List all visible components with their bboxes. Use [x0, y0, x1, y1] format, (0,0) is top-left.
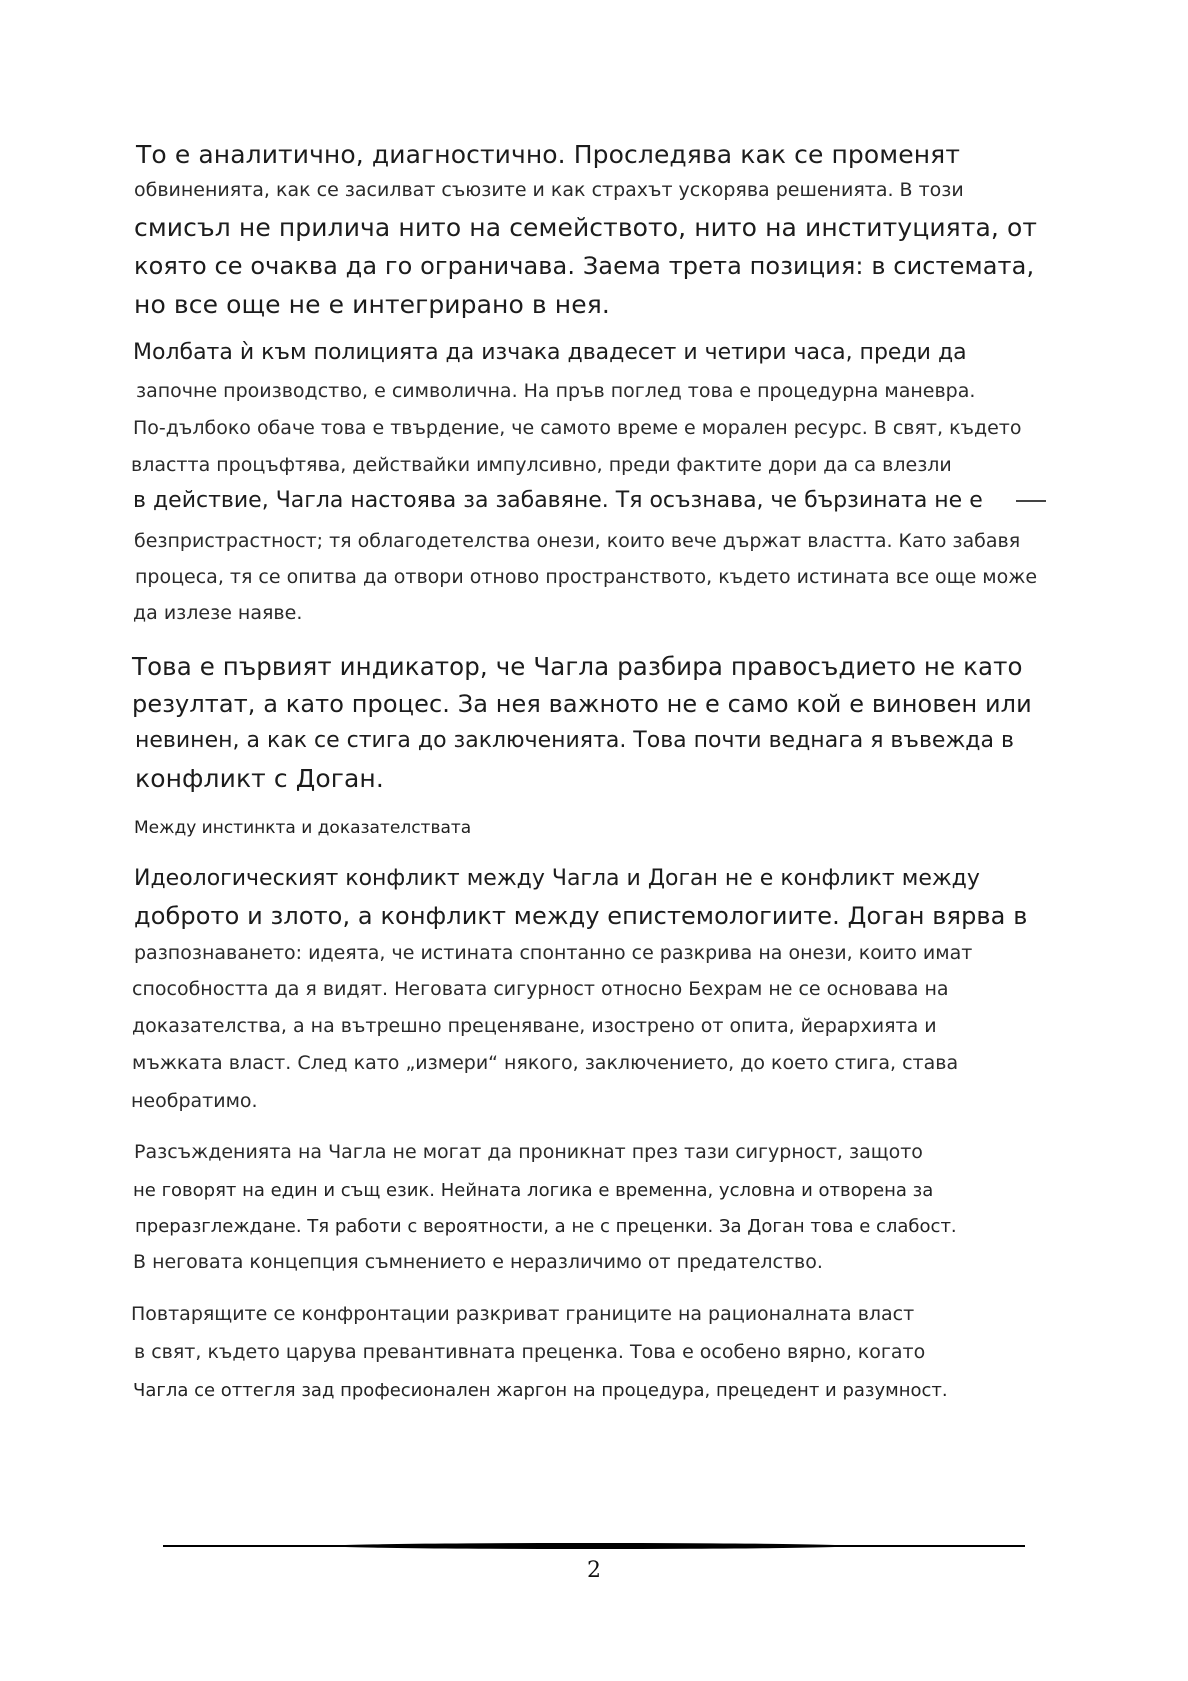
paragraph-4-line-7: необратимо. [131, 1090, 258, 1112]
paragraph-4-line-5: доказателства, а на вътрешно преценяване, изострено от опита, йерархията и [132, 1015, 937, 1037]
paragraph-3-line-2: резултат, а като процес. За нея важното не е само кой е виновен или [132, 690, 1032, 718]
paragraph-6-line-3: Чагла се оттегля зад професионален жаргон на процедура, прецедент и разумност. [133, 1380, 948, 1401]
line-break-dash [1016, 500, 1046, 502]
paragraph-2-line-8: да излезе наяве. [133, 602, 303, 624]
paragraph-1-line-2: обвиненията, как се засилват съюзите и как страхът ускорява решенията. В този [134, 179, 964, 201]
paragraph-2-line-3: По-дълбоко обаче това е твърдение, че самото време е морален ресурс. В свят, където [133, 417, 1022, 439]
paragraph-4-line-6: мъжката власт. След като „измери“ някого, заключението, до което стига, става [132, 1052, 959, 1074]
paragraph-6-line-1: Повтарящите се конфронтации разкриват границите на рационалната власт [131, 1303, 915, 1325]
paragraph-4-line-2: доброто и злото, а конфликт между епистемологиите. Доган вярва в [134, 902, 1028, 930]
paragraph-1-line-5: но все още не е интегрирано в нея. [134, 290, 610, 319]
paragraph-3-line-1: Това е първият индикатор, че Чагла разбира правосъдието не като [132, 652, 1023, 681]
paragraph-1-line-3: смисъл не прилича нито на семейството, нито на институцията, от [134, 213, 1038, 242]
paragraph-2-line-5: в действие, Чагла настоява за забавяне. Тя осъзнава, че бързината не е [133, 488, 983, 513]
paragraph-4-line-4: способността да я видят. Неговата сигурност относно Бехрам не се основава на [132, 978, 949, 1000]
paragraph-4-line-3: разпознаването: идеята, че истината спонтанно се разкрива на онези, които имат [134, 942, 973, 964]
footer-rule-swell [330, 1543, 850, 1549]
paragraph-3-line-3: невинен, а как се стига до заключенията. Това почти веднага я въвежда в [135, 728, 1014, 753]
paragraph-2-line-2: започне производство, е символична. На пръв поглед това е процедурна маневра. [136, 380, 976, 402]
paragraph-2-line-4: властта процъфтява, действайки импулсивно, преди фактите дори да са влезли [131, 454, 952, 476]
paragraph-2-line-6: безпристрастност; тя облагодетелства онези, които вече държат властта. Като забавя [134, 530, 1021, 552]
paragraph-5-line-1: Разсъжденията на Чагла не могат да проникнат през тази сигурност, защото [134, 1141, 923, 1163]
paragraph-6-line-2: в свят, където царува превантивната преценка. Това е особено вярно, когато [134, 1341, 926, 1363]
paragraph-4-line-1: Идеологическият конфликт между Чагла и Доган не е конфликт между [134, 866, 980, 891]
paragraph-1-line-1: То е аналитично, диагностично. Проследява как се променят [136, 140, 960, 169]
paragraph-1-line-4: която се очаква да го ограничава. Заема трета позиция: в системата, [134, 252, 1035, 280]
paragraph-5-line-4: В неговата концепция съмнението е неразличимо от предателство. [133, 1251, 823, 1273]
paragraph-5-line-2: не говорят на един и същ език. Нейната логика е временна, условна и отворена за [133, 1180, 934, 1201]
paragraph-5-line-3: преразглеждане. Тя работи с вероятности, а не с преценки. За Доган това е слабост. [135, 1216, 957, 1237]
paragraph-2-line-1: Молбата ѝ към полицията да изчака двадесет и четири часа, преди да [133, 340, 967, 365]
paragraph-2-line-7: процеса, тя се опитва да отвори отново пространството, където истината все още може [135, 566, 1038, 588]
page-number: 2 [587, 1558, 601, 1583]
section-heading: Между инстинкта и доказателствата [134, 818, 472, 838]
paragraph-3-line-4: конфликт с Доган. [135, 764, 384, 793]
